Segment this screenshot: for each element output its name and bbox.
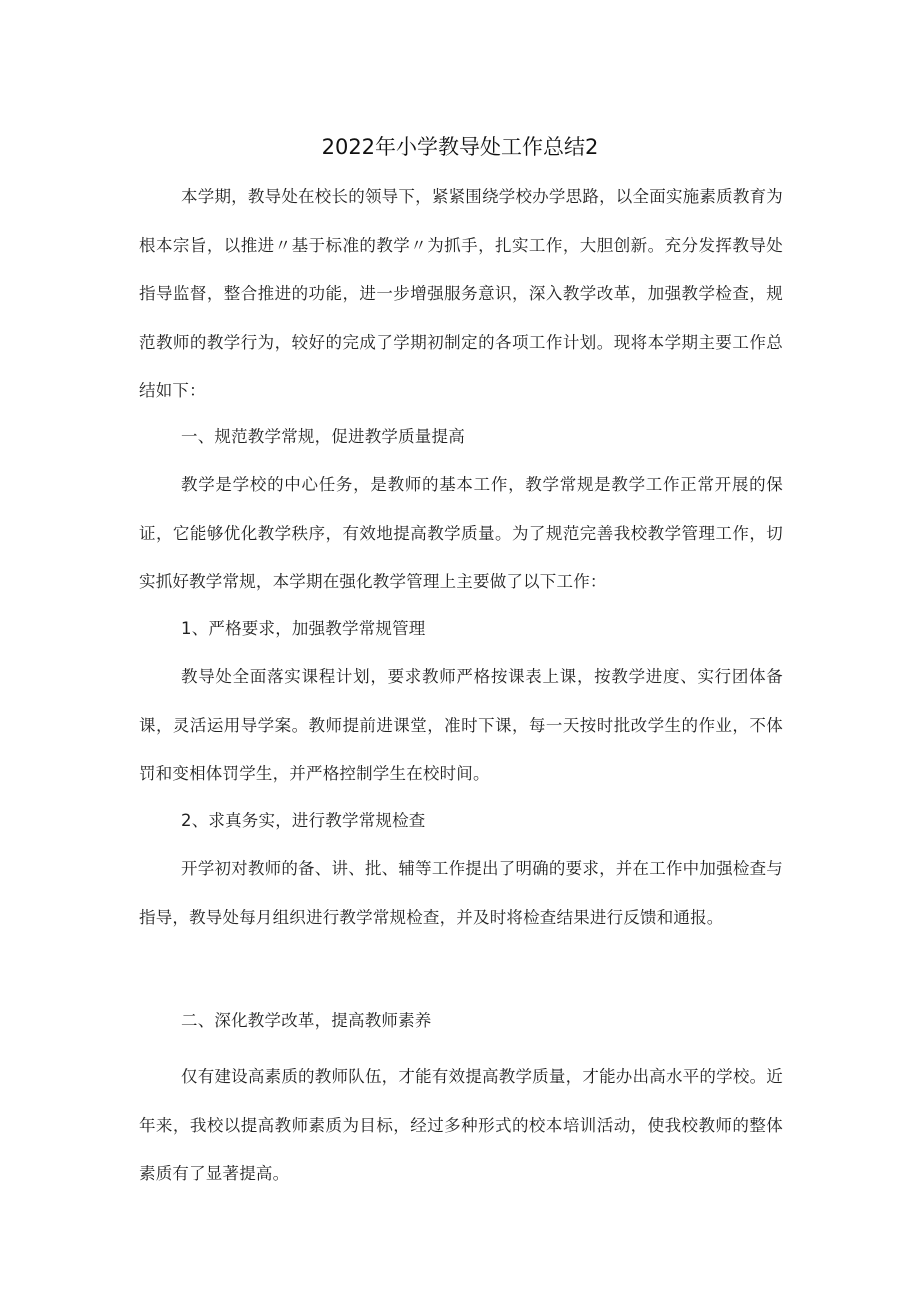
section1-paragraph: 教学是学校的中心任务，是教师的基本工作，教学常规是教学工作正常开展的保证，它能够优化教学秩序，有效地提高教学质量。为了规范完善我校教学管理工作，切实抓好教学常规，本学期在强化教学管理上主要做了以下工作：: [139, 475, 783, 591]
item2-paragraph: 开学初对教师的备、讲、批、辅等工作提出了明确的要求，并在工作中加强检查与指导，教导处每月组织进行教学常规检查，并及时将检查结果进行反馈和通报。: [139, 859, 783, 927]
item2-heading: 2、求真务实，进行教学常规检查: [181, 811, 426, 830]
intro-paragraph: 本学期，教导处在校长的领导下，紧紧围绕学校办学思路，以全面实施素质教育为根本宗旨，以推进〃基于标准的教学〃为抓手，扎实工作，大胆创新。充分发挥教导处指导监督，整合推进的功能，进一步增强服务意识，深入教学改革，加强教学检查，规范教师的教学行为，较好的完成了学期初制定的各项工作计划。现将本学期主要工作总结如下：: [139, 187, 783, 400]
section2-heading: 二、深化教学改革，提高教师素养: [181, 1011, 432, 1030]
document-title: 2022年小学教导处工作总结2: [321, 135, 599, 159]
item1-paragraph: 教导处全面落实课程计划，要求教师严格按课表上课，按教学进度、实行团体备课，灵活运用导学案。教师提前进课堂，准时下课，每一天按时批改学生的作业，不体罚和变相体罚学生，并严格控制学生在校时间。: [139, 667, 783, 783]
item1-heading: 1、严格要求，加强教学常规管理: [181, 619, 426, 638]
section1-heading: 一、规范教学常规，促进教学质量提高: [181, 427, 465, 446]
section2-paragraph: 仅有建设高素质的教师队伍，才能有效提高教学质量，才能办出高水平的学校。近年来，我校以提高教师素质为目标，经过多种形式的校本培训活动，使我校教师的整体素质有了显著提高。: [139, 1067, 783, 1183]
